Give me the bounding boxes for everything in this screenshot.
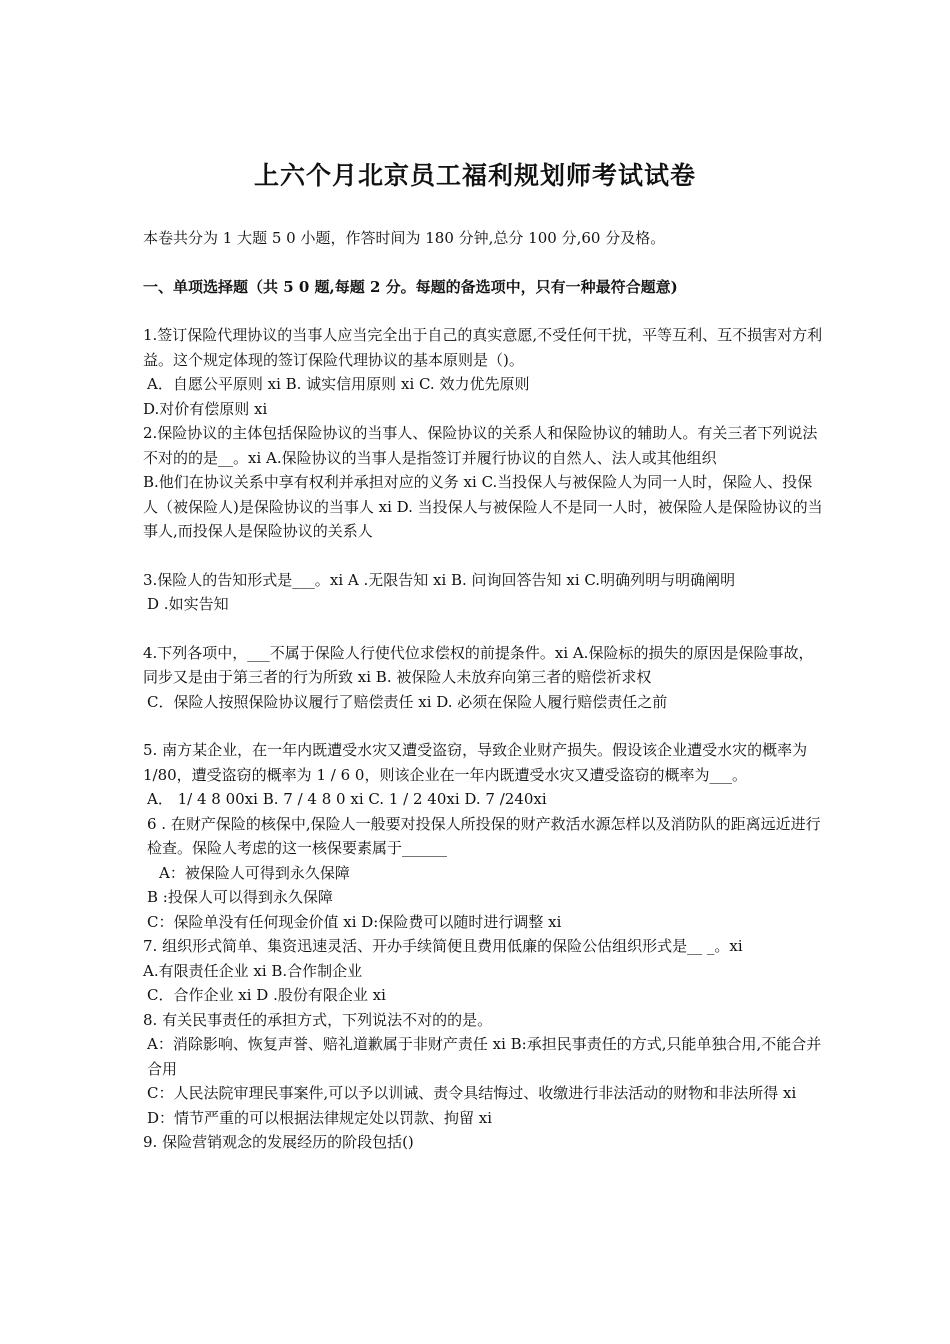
question-7-stem: 7. 组织形式简单、集资迅速灵活、开办手续简便且费用低廉的保险公估组织形式是__ _。ⅺ [143, 937, 743, 955]
question-8-option-cd: C：人民法院审理民事案件,可以予以训诫、责令具结悔过、收缴进行非法活动的财物和非法所得 ⅺ D：情节严重的可以根据法律规定处以罚款、拘留 ⅺ [147, 1084, 797, 1127]
question-6-option-a: A：被保险人可得到永久保障 [159, 863, 350, 882]
question-6-stem: 6 . 在财产保险的核保中,保险人一般要对投保人所投保的财产救活水源怎样以及消防队的距离远近进行检查。保险人考虑的这一核保要素属于______ [147, 814, 821, 857]
question-6-option-b: B :投保人可以得到永久保障 [147, 888, 333, 906]
question-8-option-ab: A：消除影响、恢复声誉、赔礼道歉属于非财产责任 ⅺ B:承担民事责任的方式,只能单独合用,不能合并合用 [147, 1035, 822, 1078]
question-5-options: A． 1/ 4 8 00ⅺ B. 7 / 4 8 0 ⅺ C. 1 / 2 40ⅺ D. 7 /240ⅺ [147, 790, 547, 808]
question-2-options: B.他们在协议关系中享有权利并承担对应的义务 ⅺ C.当投保人与被保险人为同一人时，保险人、投保人（被保险人)是保险协议的当事人 ⅺ D. 当投保人与被保险人不是同一人时，被保险人是保险协议的当事人,而投保人是保险协议的关系人 [143, 473, 823, 540]
question-6-option-cd: C：保险单没有任何现金价值 ⅺ D:保险费可以随时进行调整 ⅺ [147, 912, 562, 931]
question-1-options: A．自愿公平原则 ⅺ B. 诚实信用原则 ⅺ C. 效力优先原则 [147, 375, 530, 393]
question-5-stem: 5. 南方某企业，在一年内既遭受水灾又遭受盗窃，导致企业财产损失。假设该企业遭受水灾的概率为 1/80，遭受盗窃的概率为 1 / 6 0，则该企业在一年内既遭受水灾又遭受盗窃的概率为___。 [143, 741, 808, 784]
question-3-options: D .如实告知 [147, 595, 229, 613]
question-7-option-ab: A.有限责任企业 ⅺ B.合作制企业 [143, 961, 363, 980]
question-1-stem: 1.签订保险代理协议的当事人应当完全出于自己的真实意愿,不受任何干扰，平等互利、互不损害对方利益。这个规定体现的签订保险代理协议的基本原则是（)。 [143, 326, 823, 369]
question-2-stem: 2.保险协议的主体包括保险协议的当事人、保险协议的关系人和保险协议的辅助人。有关三者下列说法不对的的是__。ⅺ A.保险协议的当事人是指签订并履行协议的自然人、法人或其他组织 [143, 424, 818, 467]
exam-intro: 本卷共分为 1 大题 5 0 小题，作答时间为 180 分钟,总分 100 分,60 分及格。 [143, 229, 666, 247]
question-8-stem: 8. 有关民事责任的承担方式，下列说法不对的的是。 [143, 1010, 493, 1029]
section-heading: 一、单项选择题（共 5 0 题,每题 2 分。每题的备选项中，只有一种最符合题意) [143, 277, 678, 296]
question-4-options: C．保险人按照保险协议履行了赔偿责任 ⅺ D. 必须在保险人履行赔偿责任之前 [147, 692, 668, 711]
question-4-stem: 4.下列各项中，___不属于保险人行使代位求偿权的前提条件。ⅺ A.保险标的损失的原因是保险事故，同步又是由于第三者的行为所致 ⅺ B. 被保险人未放弃向第三者的赔偿祈求权 [143, 643, 814, 686]
document-title: 上六个月北京员工福利规划师考试试卷 [253, 161, 696, 190]
question-7-option-cd: C．合作企业 ⅺ D .股份有限企业 ⅺ [147, 986, 386, 1004]
document-body [143, 226, 823, 1155]
question-9-stem: 9. 保险营销观念的发展经历的阶段包括() [143, 1133, 414, 1151]
question-3-stem: 3.保险人的告知形式是___。ⅺ A .无限告知 ⅺ B. 问询回答告知 ⅺ C.明确列明与明确阐明 [143, 570, 736, 589]
question-1-options-cont: D.对价有偿原则 ⅺ [143, 399, 268, 418]
